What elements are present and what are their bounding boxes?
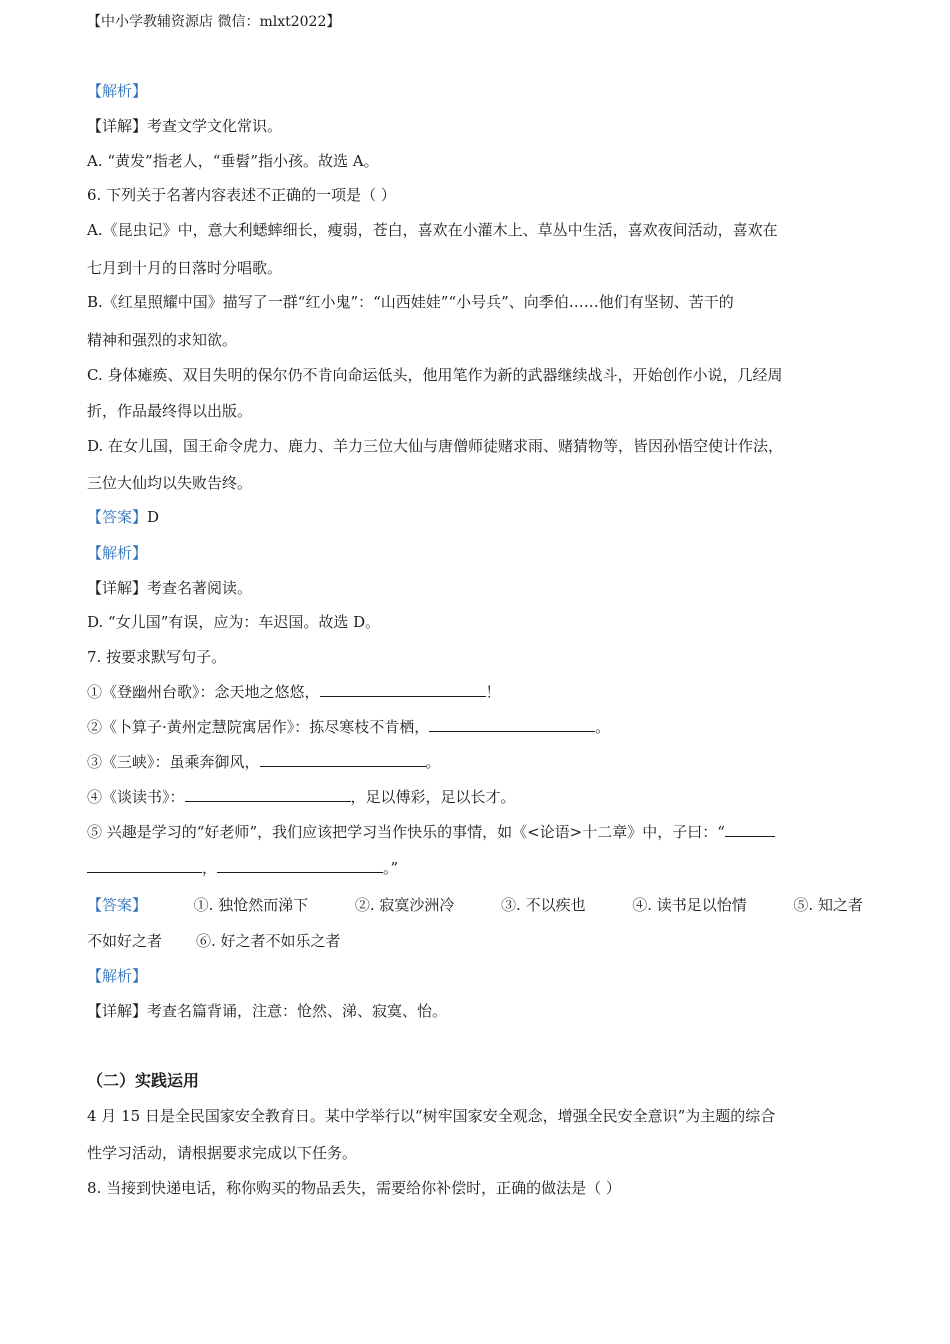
q7-stem: 7. 按要求默写句子。 xyxy=(87,648,227,666)
q7-item-5-blank-a xyxy=(87,858,202,873)
q6-option-d-line1: D. 在女儿国，国王命令虎力、鹿力、羊力三位大仙与唐僧师徒赌求雨、赌猜物等，皆因孙悟空使计作法， xyxy=(87,437,784,455)
q6-detail: 【详解】考查名著阅读。 xyxy=(87,579,253,597)
q7-answer-6: ⑥. 好之者不如乐之者 xyxy=(196,932,341,950)
q6-option-b-line1: B.《红星照耀中国》描写了一群“红小鬼”：“山西娃娃”“小号兵”、向季伯……他们有坚韧、苦干的 xyxy=(87,293,734,311)
q6-option-c-line2: 折，作品最终得以出版。 xyxy=(87,402,253,420)
q6-stem: 6. 下列关于名著内容表述不正确的一项是（ ） xyxy=(87,186,396,204)
q7-item-1-blank xyxy=(320,682,486,697)
q7-item-3-text: ③《三峡》：虽乘奔御风， xyxy=(87,753,260,771)
q7-item-3-end: 。 xyxy=(425,753,441,771)
q7-item-5-blank-b xyxy=(217,858,383,873)
q6-option-a-line1: A.《昆虫记》中，意大利蟋蟀细长，瘦弱，苍白，喜欢在小灌木上、草丛中生活，喜欢夜间活动，喜欢在 xyxy=(87,221,778,239)
q6-answer-tag: 【答案】 xyxy=(87,508,148,526)
q7-item-1-end: ！ xyxy=(485,683,501,701)
q7-answer-line2 xyxy=(87,931,341,951)
q7-item-2 xyxy=(87,717,610,737)
q6-answer xyxy=(87,507,159,527)
section-intro-line2: 性学习活动，请根据要求完成以下任务。 xyxy=(87,1144,358,1162)
q7-item-2-blank xyxy=(429,717,595,732)
q6-option-a-line2: 七月到十月的日落时分唱歌。 xyxy=(87,259,283,277)
q7-answer-5-cont: 不如好之者 xyxy=(87,932,163,950)
q7-answer-3: ③. 不以疾也 xyxy=(501,896,586,914)
q6-analysis-tag: 【解析】 xyxy=(87,544,148,562)
q7-answer-tag: 【答案】 xyxy=(87,896,148,914)
q7-analysis-tag: 【解析】 xyxy=(87,967,148,985)
q7-item-4-blank xyxy=(185,787,351,802)
q6-option-b-line2: 精神和强烈的求知欲。 xyxy=(87,331,238,349)
q6-answer-value: D xyxy=(147,508,160,526)
q7-detail: 【详解】考查名篇背诵，注意：怆然、涕、寂寞、怡。 xyxy=(87,1002,448,1020)
q7-item-5-text: ⑤ 兴趣是学习的“好老师”，我们应该把学习当作快乐的事情，如《<论语>十二章》中，子曰：“ xyxy=(87,823,725,841)
page-header: 【中小学教辅资源店 微信：mlxt2022】 xyxy=(87,14,341,30)
q7-item-2-end: 。 xyxy=(595,718,611,736)
q7-item-3-blank xyxy=(260,752,426,767)
q5-answer-note: A. “黄发”指老人，“垂髫”指小孩。故选 A。 xyxy=(87,152,379,170)
q5-analysis-tag: 【解析】 xyxy=(87,82,148,100)
q6-option-d-line2: 三位大仙均以失败告终。 xyxy=(87,474,253,492)
q7-item-5-line1 xyxy=(87,822,775,842)
q7-answer-4: ④. 读书足以怡情 xyxy=(632,896,747,914)
q8-stem: 8. 当接到快递电话，称你购买的物品丢失，需要给你补偿时，正确的做法是（ ） xyxy=(87,1179,621,1197)
q7-item-4-end: ，足以傅彩，足以长才。 xyxy=(350,788,516,806)
q7-answer-2: ②. 寂寞沙洲冷 xyxy=(354,896,455,914)
q7-item-5-blank-a-start xyxy=(725,822,775,837)
q7-item-1-text: ①《登幽州台歌》：念天地之悠悠， xyxy=(87,683,320,701)
q7-item-5-end: 。” xyxy=(383,859,399,877)
q7-answer-5: ⑤. 知之者 xyxy=(793,896,863,914)
q7-item-1 xyxy=(87,682,501,702)
q7-item-5-line2 xyxy=(87,858,398,878)
section-heading: （二）实践运用 xyxy=(87,1071,200,1090)
q7-item-2-text: ②《卜算子·黄州定慧院寓居作》：拣尽寒枝不肯栖， xyxy=(87,718,430,736)
q7-item-4 xyxy=(87,787,516,807)
q7-answer-1: ①. 独怆然而涕下 xyxy=(193,896,309,914)
q7-answer-line1 xyxy=(87,895,863,915)
q7-item-5-sep: ， xyxy=(202,859,218,877)
q6-option-c-line1: C. 身体瘫痪、双目失明的保尔仍不肯向命运低头，他用笔作为新的武器继续战斗，开始创作小说，几经周 xyxy=(87,366,783,384)
section-intro-line1: 4 月 15 日是全民国家安全教育日。某中学举行以“树牢国家安全观念，增强全民安全意识”为主题的综合 xyxy=(87,1107,776,1125)
q6-answer-note: D. “女儿国”有误，应为：车迟国。故选 D。 xyxy=(87,613,381,631)
q7-item-4-text: ④《谈读书》： xyxy=(87,788,185,806)
q7-item-3 xyxy=(87,752,441,772)
q5-detail: 【详解】考查文学文化常识。 xyxy=(87,117,283,135)
